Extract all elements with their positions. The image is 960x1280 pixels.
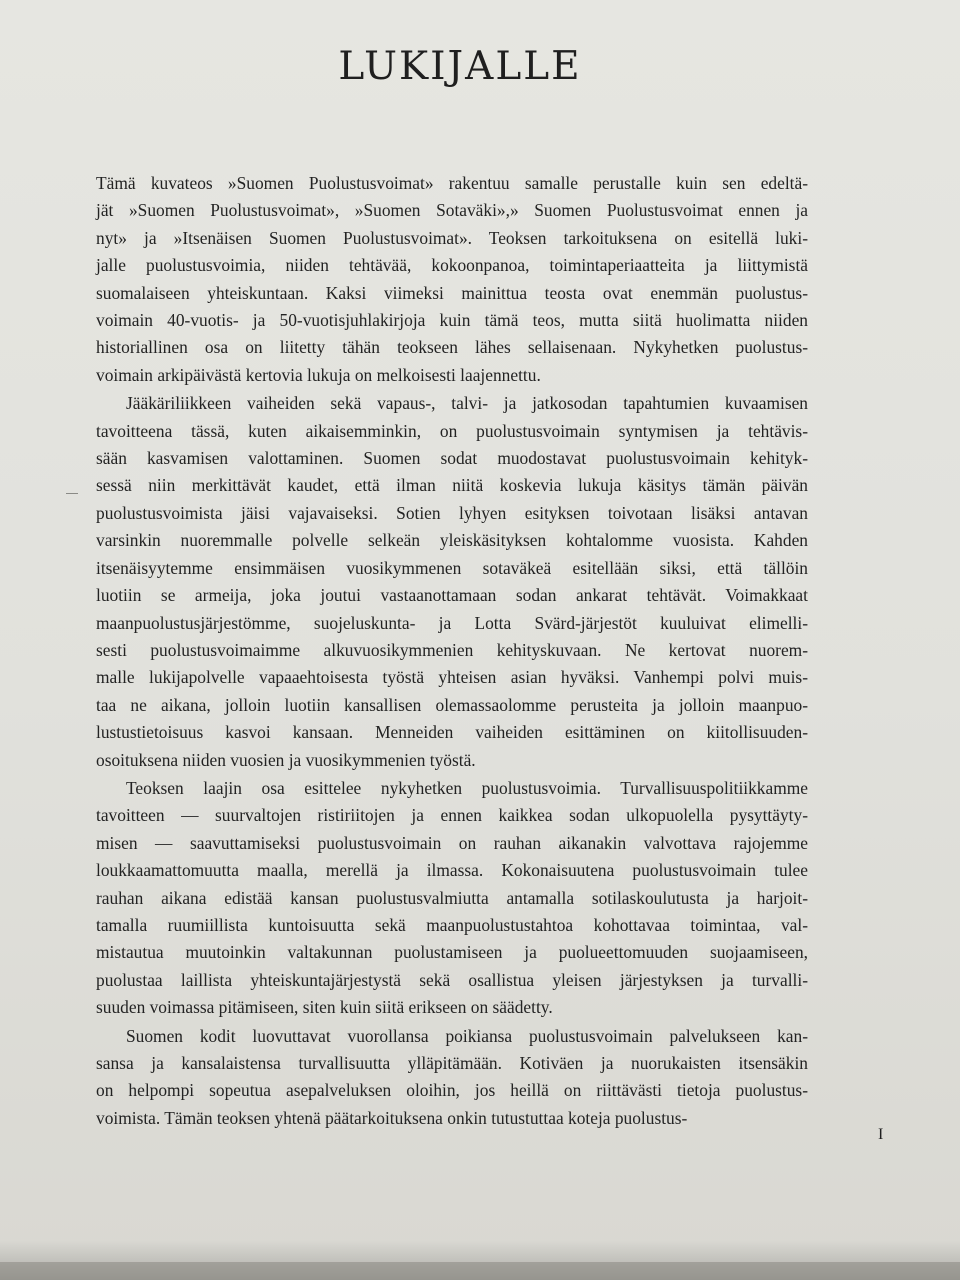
text-line: suomalaiseen yhteiskuntaan. Kaksi viimeksi mainittua teosta ovat enemmän puolustus-: [96, 282, 808, 303]
page-number: I: [878, 1126, 884, 1143]
text-line: Teoksen laajin osa esittelee nykyhetken puolustusvoimia. Turvallisuuspolitiikkamme: [126, 777, 808, 798]
text-line: voimain 40-vuotis- ja 50-vuotisjuhlakirjoja kuin tämä teos, mutta siitä huolimatta niiden: [96, 310, 808, 331]
text-line: itsenäisyytemme ensimmäisen vuosikymmenen sotaväkeä esitellään siksi, että tällöin: [96, 557, 808, 578]
text-line: misen — saavuttamiseksi puolustusvoimain on rauhan aikanakin valvottava rajojemme: [96, 832, 808, 853]
text-line: varsinkin nuoremmalle polvelle selkeän yleiskäsityksen kohtalomme vuosista. Kahden: [96, 530, 808, 551]
page-title: LUKIJALLE: [338, 44, 582, 89]
text-line: Tämä kuvateos »Suomen Puolustusvoimat» rakentuu samalle perustalle kuin sen edeltä-: [96, 173, 808, 193]
text-line: on helpompi sopeutua asepalveluksen oloihin, jos heillä on riittävästi tietoja puolustus-: [96, 1080, 808, 1101]
text-line: maanpuolustusjärjestömme, suojeluskunta- ja Lotta Svärd-järjestöt kuuluivat elimelli-: [96, 612, 808, 633]
text-line: taa ne aikana, jolloin luotiin kansallisen olemassaolomme perusteita ja jolloin maanpuo-: [96, 694, 808, 715]
text-line: sessä niin merkittävät kaudet, että ilman niitä koskevia lukuja käsitys tämän päivän: [96, 475, 808, 496]
paragraph: [96, 170, 808, 389]
text-line: loukkaamattomuutta maalla, merellä ja ilmassa. Kokonaisuutena puolustusvoimain tulee: [96, 860, 808, 881]
page-edge-shadow: [0, 1240, 960, 1280]
paragraph: [96, 775, 808, 1022]
text-line: tavoitteen — suurvaltojen ristiriitojen ja ennen kaikkea sodan ulkopuolella pysyttäyty-: [96, 805, 808, 826]
text-line: Jääkäriliikkeen vaiheiden sekä vapaus-, talvi- ja jatkosodan tapahtumien kuvaamisen: [126, 393, 808, 414]
text-line: sesti puolustusvoimaimme alkuvuosikymmenien kehityskuvaan. Ne kertovat nuorem-: [96, 639, 808, 660]
text-line: lustustietoisuus kasvoi kansaan. Menneiden vaiheiden esittäminen on kiitollisuuden-: [96, 722, 808, 743]
text-line: Suomen kodit luovuttavat vuorollansa poikiansa puolustusvoimain palvelukseen kan-: [126, 1025, 808, 1046]
text-line: nyt» ja »Itsenäisen Suomen Puolustusvoimat». Teoksen tarkoituksena on esitellä luki-: [96, 227, 808, 248]
text-line: rauhan aikana edistää kansan puolustusvalmiutta antamalla sotilaskoulutusta ja harjoit-: [96, 887, 808, 908]
text-line: jalle puolustusvoimia, niiden tehtävää, kokoonpanoa, toimintaperiaatteita ja liittymistä: [96, 255, 808, 276]
text-line: mistautua muutoinkin valtakunnan puolustamiseen ja puolueettomuuden suojaamiseen,: [96, 942, 808, 963]
text-line: voimista. Tämän teoksen yhtenä päätarkoituksena onkin tutustuttaa koteja puolustus-: [96, 1107, 688, 1128]
paragraph: [96, 390, 808, 774]
text-line: historiallinen osa on liitetty tähän teokseen lähes sellaisenaan. Nykyhetken puolustus-: [96, 337, 808, 358]
text-line: puolustaa laillista yhteiskuntajärjestystä sekä osallistua yleisen järjestyksen ja turvalli-: [96, 969, 808, 990]
text-line: sansa ja kansalaistensa turvallisuutta ylläpitämään. Kotiväen ja nuorukaisten itsensäkin: [96, 1053, 808, 1073]
text-line: tavoitteena tässä, kuten aikaisemminkin, on puolustusvoimain syntymisen ja tehtävis-: [96, 420, 808, 441]
text-line: tamalla ruumiillista kuntoisuutta sekä maanpuolustustahtoa kohottavaa toimintaa, val-: [96, 914, 808, 935]
text-line: puolustusvoimista jäisi vajavaiseksi. Sotien lyhyen esityksen toivotaan lisäksi antavan: [96, 502, 808, 523]
margin-pencil-mark: [66, 493, 78, 494]
text-line: suuden voimassa pitämiseen, siten kuin siitä erikseen on säädetty.: [96, 997, 553, 1018]
text-line: voimain arkipäivästä kertovia lukuja on melkoisesti laajennettu.: [96, 364, 541, 385]
text-line: sään kasvamisen valottaminen. Suomen sodat muodostavat puolustusvoimain kehityk-: [96, 448, 808, 469]
body-text: [96, 170, 808, 1132]
text-line: malle lukijapolvelle vapaaehtoisesta työstä yhteisen asian hyväksi. Vanhempi polvi muis-: [96, 667, 808, 688]
paragraph: [96, 1023, 808, 1133]
text-line: luotiin se armeija, joka joutui vastaanottamaan sodan ankarat tehtävät. Voimakkaat: [96, 585, 808, 606]
text-line: jät »Suomen Puolustusvoimat», »Suomen Sotaväki»,» Suomen Puolustusvoimat ennen ja: [96, 200, 808, 221]
text-line: osoituksena niiden vuosien ja vuosikymmenien työstä.: [96, 749, 476, 770]
